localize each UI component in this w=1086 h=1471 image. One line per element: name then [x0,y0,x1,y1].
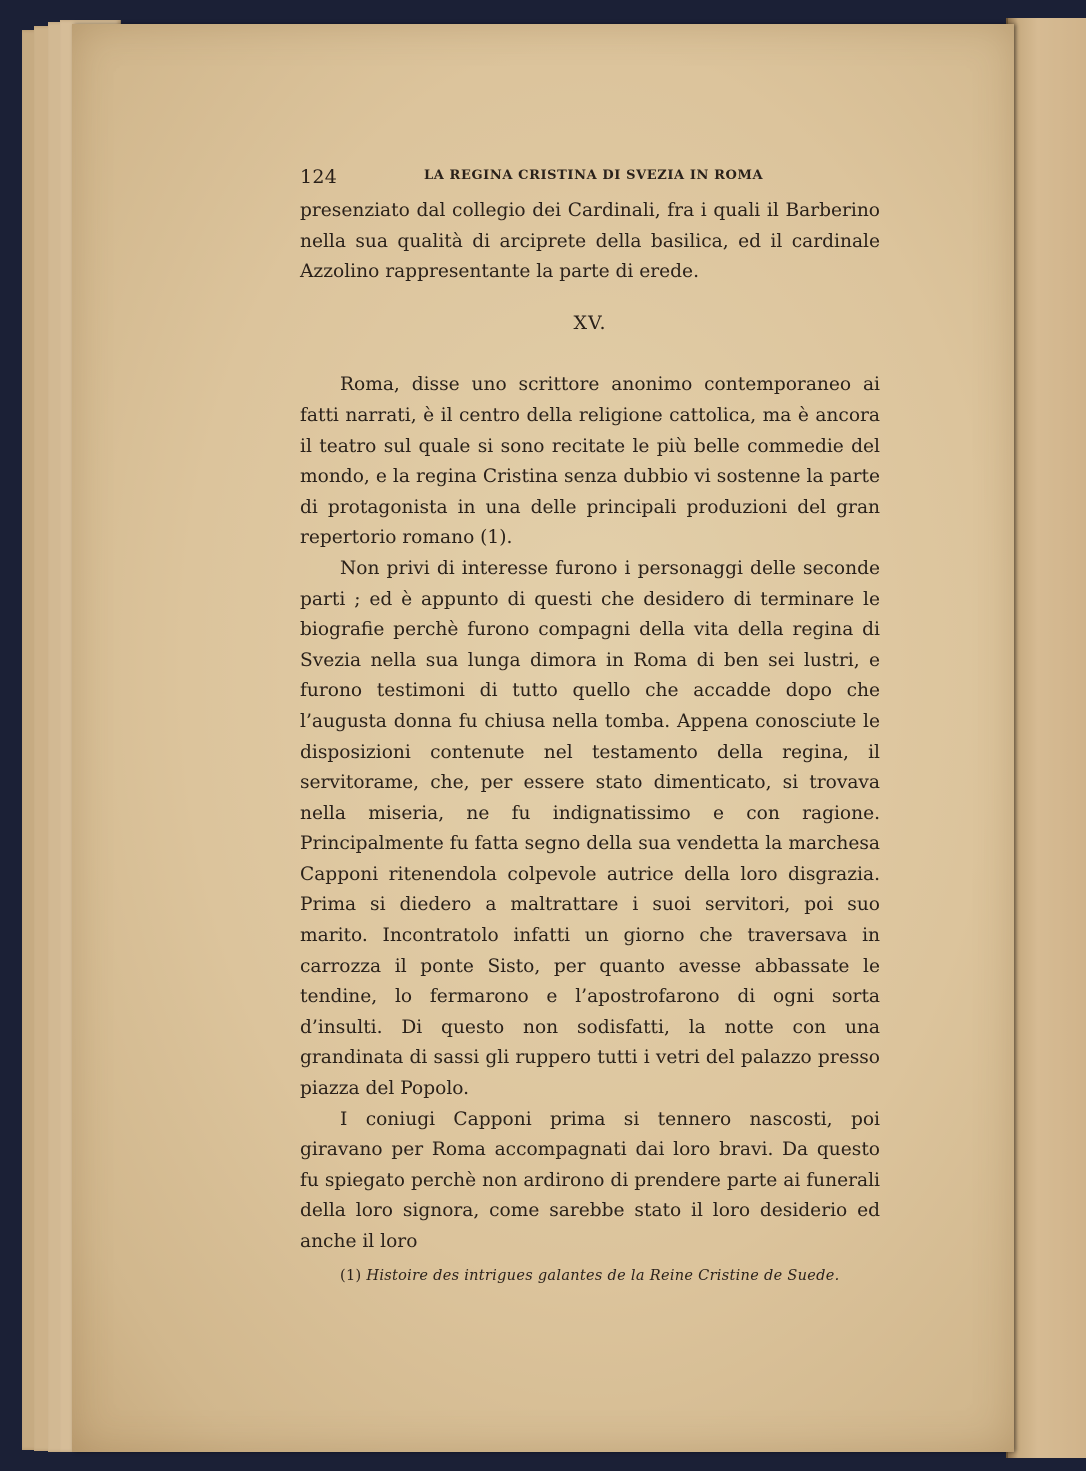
running-head [300,164,880,196]
opening-paragraph: presenziato dal collegio dei Cardinali, fra i quali il Barberino nella sua qualità di arciprete della basilica, ed il cardinale Azzolino rappresentante la parte di erede. [300,200,880,283]
paragraph-3: I coniugi Capponi prima si tennero nascosti, poi giravano per Roma accompagnati dai loro bravi. Da questo fu spiegato perchè non ardirono di prendere parte ai funerali della loro signora, come sarebbe stato il loro desiderio ed anche il loro [300,1108,880,1252]
paragraph-2: Non privi di interesse furono i personaggi delle seconde parti ; ed è appunto di questi che desidero di terminare le biografie perchè furono compagni della vita della regina di Svezia nella sua lunga dimora in Roma di ben sei lustri, e furono testimoni di tutto quello che accadde dopo che l’augusta donna fu chiusa nella tomba. Appena conosciute le disposizioni contenute nel testamento della regina, il servitorame, che, per essere stato dimenticato, si trovava nella miseria, ne fu indignatissimo e con ragione. Principalmente fu fatta segno della sua vendetta la marchesa Capponi ritenendola colpevole autrice della loro disgrazia. Prima si diedero a maltrattare i suoi servitori, poi suo marito. Incontratolo infatti un giorno che traversava in carrozza il ponte Sisto, per quanto avesse abbassate le tendine, lo fermarono e l’apostrofarono di ogni sorta d’insulti. Di questo non sodisfatti, la notte con una grandinata di sassi gli ruppero tutti i vetri del palazzo presso piazza del Popolo. [300,557,880,1100]
paragraph-1: Roma, disse uno scrittore anonimo contemporaneo ai fatti narrati, è il centro della religione cattolica, ma è ancora il teatro sul quale si sono recitate le più belle commedie del mondo, e la regina Cristina senza dubbio vi sostenne la parte di protagonista in una delle principali produzioni del gran repertorio romano (1). [300,374,880,549]
footnote-mark: (1) [340,1267,362,1284]
page-content [300,164,880,1284]
running-title: LA REGINA CRISTINA DI SVEZIA IN ROMA [424,168,764,183]
section-heading: XV. [573,311,607,334]
book-page [72,24,1014,1452]
page-number: 124 [300,166,338,188]
footnote [300,1268,880,1284]
footnote-text: Histoire des intrigues galantes de la Reine Cristine de Suede. [366,1267,840,1284]
facing-page-edge [1006,18,1086,1458]
body-text [300,196,880,1258]
